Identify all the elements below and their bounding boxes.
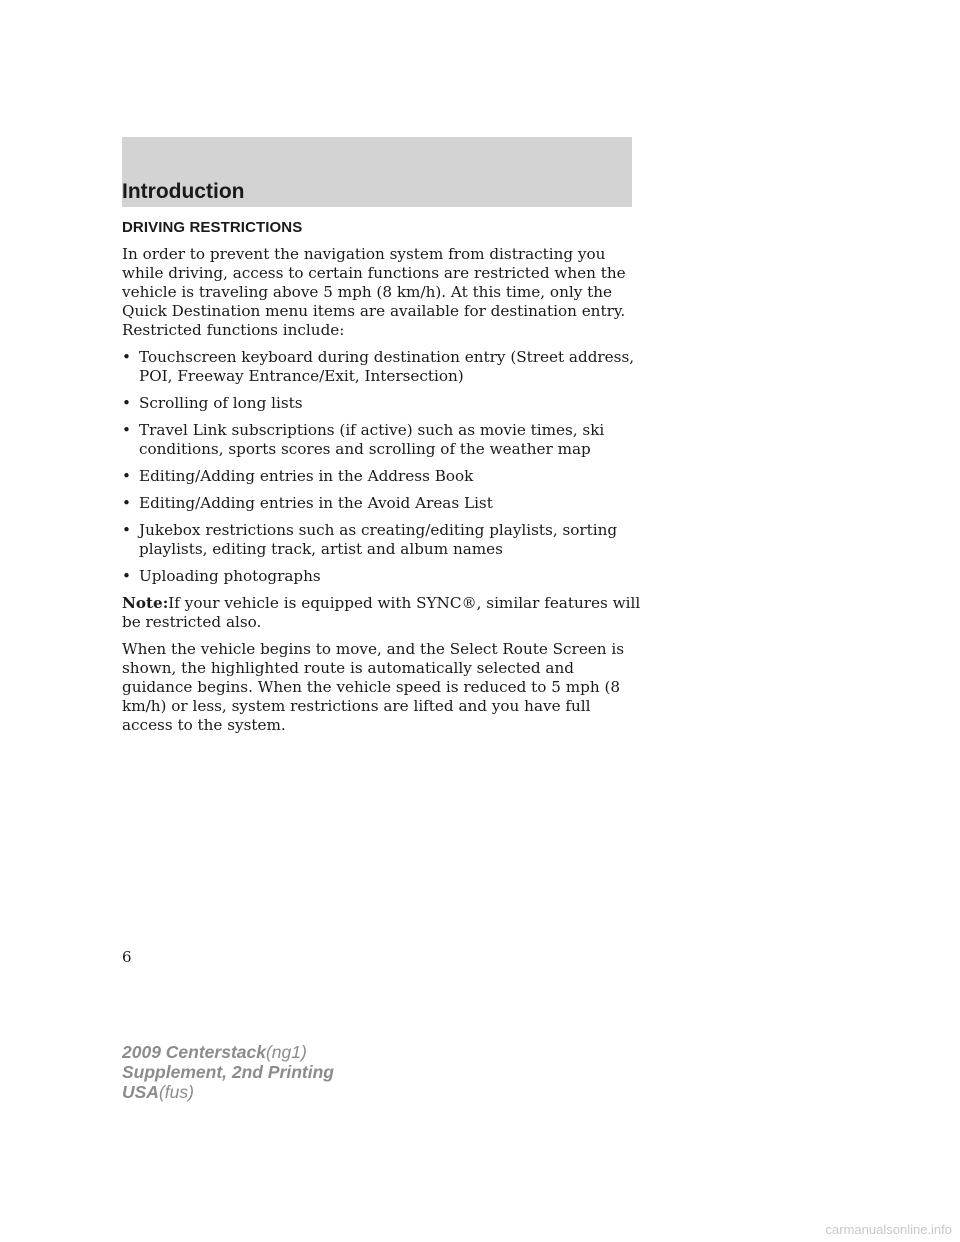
footer-model: 2009 Centerstack (122, 1042, 266, 1062)
note-paragraph (122, 594, 642, 632)
bullet-icon: • (122, 421, 131, 439)
footer-line-3 (122, 1082, 334, 1102)
list-item-text: Scrolling of long lists (139, 394, 303, 412)
list-item-text: Touchscreen keyboard during destination entry (Street address, POI, Freeway Entrance/Exit, Intersection) (139, 348, 635, 385)
list-item (122, 494, 642, 513)
closing-paragraph: When the vehicle begins to move, and the Select Route Screen is shown, the highlighted route is automatically selected and guidance begins. When the vehicle speed is reduced to 5 mph (8 km/h) or less, system restrictions are lifted and you have full access to the system. (122, 640, 625, 734)
list-item-text: Travel Link subscriptions (if active) such as movie times, ski conditions, sports scores and scrolling of the weather map (139, 421, 605, 458)
list-item-text: Jukebox restrictions such as creating/editing playlists, sorting playlists, editing track, artist and album names (139, 521, 618, 558)
bullet-icon: • (122, 394, 131, 412)
list-item-text: Uploading photographs (139, 567, 321, 585)
document-footer (122, 1042, 334, 1102)
list-item (122, 348, 642, 386)
page-title: Introduction (122, 180, 245, 203)
footer-line-1 (122, 1042, 334, 1062)
footer-line-2: Supplement, 2nd Printing (122, 1062, 334, 1082)
list-item (122, 394, 642, 413)
list-item-text: Editing/Adding entries in the Avoid Areas List (139, 494, 493, 512)
footer-model-code: (ng1) (265, 1042, 307, 1062)
note-label: Note: (122, 594, 169, 612)
list-item-text: Editing/Adding entries in the Address Book (139, 467, 474, 485)
main-content (122, 218, 642, 743)
intro-paragraph: In order to prevent the navigation system from distracting you while driving, access to certain functions are restricted when the vehicle is traveling above 5 mph (8 km/h). At this time, only the Quick Destination menu items are available for destination entry. Restricted functions include: (122, 245, 626, 339)
note-text: If your vehicle is equipped with SYNC®, similar features will be restricted also. (122, 594, 641, 631)
list-item (122, 421, 642, 459)
list-item (122, 567, 642, 586)
section-heading: DRIVING RESTRICTIONS (122, 219, 303, 236)
watermark: carmanualsonline.info (825, 1222, 952, 1237)
list-item (122, 521, 642, 559)
bullet-icon: • (122, 494, 131, 512)
footer-market-code: (fus) (158, 1082, 194, 1102)
bullet-icon: • (122, 521, 131, 539)
bullet-icon: • (122, 567, 131, 585)
restricted-functions-list (122, 348, 642, 586)
bullet-icon: • (122, 467, 131, 485)
bullet-icon: • (122, 348, 131, 366)
list-item (122, 467, 642, 486)
footer-market: USA (122, 1082, 159, 1102)
page-number: 6 (122, 948, 132, 966)
